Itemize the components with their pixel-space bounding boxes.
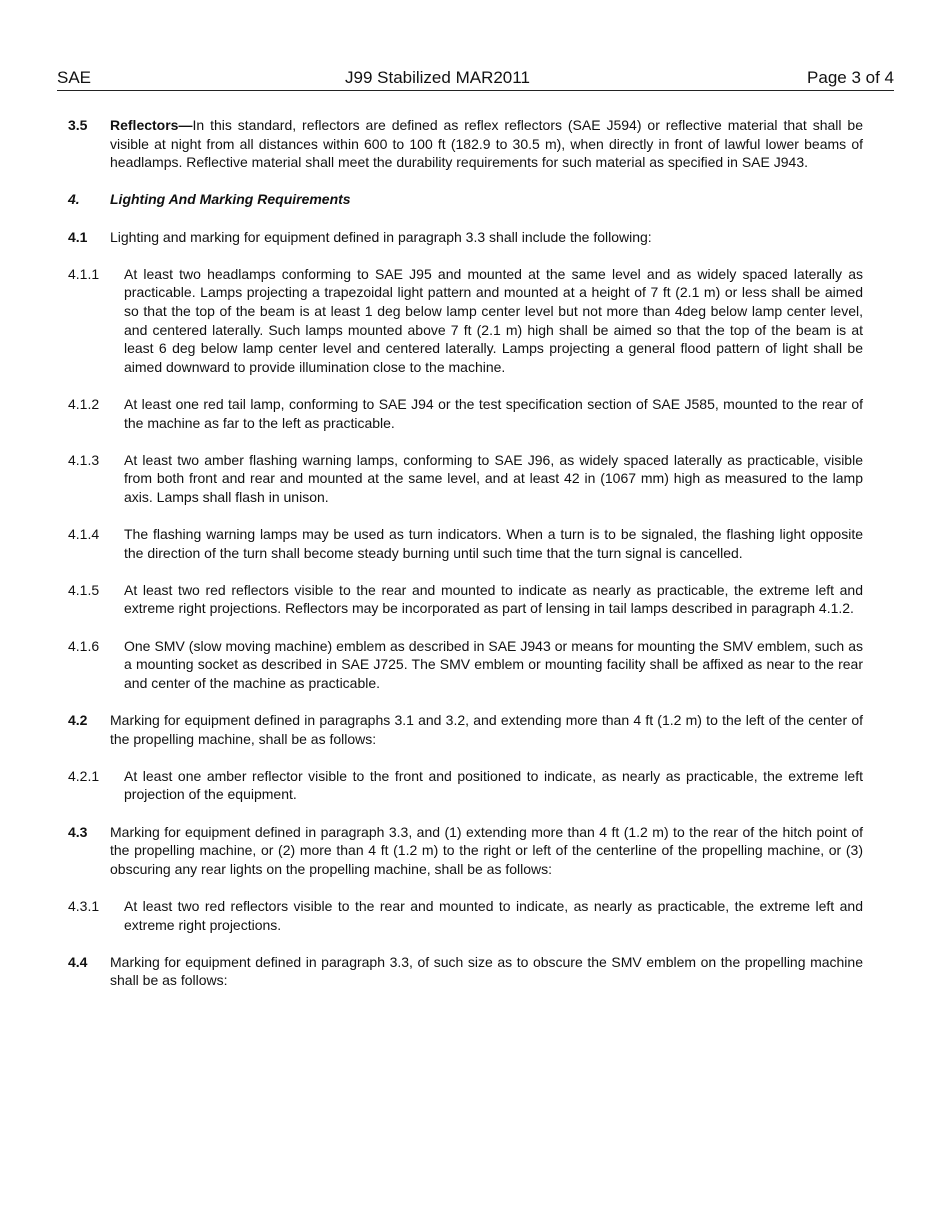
header-page-number: Page 3 of 4: [807, 68, 894, 87]
section-heading-4: [68, 190, 863, 209]
paragraph-4-1-1: [68, 265, 863, 377]
paragraph-body: Marking for equipment defined in paragraph 3.3, and (1) extending more than 4 ft (1.2 m) to the rear of the hitch point of the propelling machine, or (2) more than 4 ft (1.2 m) to the right or left of the centerline of the propelling machine, or (3) obscuring any rear lights on the propelling machine, shall be as follows:: [110, 823, 863, 877]
paragraph-body: In this standard, reflectors are defined as reflex reflectors (SAE J594) or reflective material that shall be visible at night from all distances within 600 to 100 ft (182.9 to 30.5 m), when directly in front of lawful lower beams of headlamps. Reflective material shall meet the durability requirements for such material as specified in SAE J943.: [110, 117, 863, 171]
section-number: 4.: [68, 191, 80, 208]
paragraph-number: 4.2.1: [68, 767, 100, 784]
paragraph-number: 4.1.4: [68, 526, 100, 543]
paragraph-number: 4.1.6: [68, 637, 100, 654]
page-header: [57, 68, 894, 91]
paragraph-4-2: [68, 711, 863, 748]
paragraph-4-1-3: [68, 451, 863, 507]
paragraph-body: Marking for equipment defined in paragraph 3.3, of such size as to obscure the SMV emblem on the propelling machine shall be as follows:: [110, 953, 863, 989]
paragraph-text: [110, 116, 863, 172]
paragraph-number: 4.1.3: [68, 451, 100, 468]
paragraph-body: At least one red tail lamp, conforming to SAE J94 or the test specification section of SAE J585, mounted to the rear of the machine as far to the left as practicable.: [124, 395, 863, 431]
header-document-id: J99 Stabilized MAR2011: [345, 68, 530, 87]
paragraph-body: Marking for equipment defined in paragraphs 3.1 and 3.2, and extending more than 4 ft (1.2 m) to the left of the center of the propelling machine, shall be as follows:: [110, 712, 863, 747]
paragraph-3-5: [68, 116, 863, 172]
paragraph-number: 4.3.1: [68, 897, 100, 914]
paragraph-body: At least two red reflectors visible to the rear and mounted to indicate, as nearly as practicable, the extreme left and extreme right projections.: [124, 897, 863, 933]
document-body: [68, 116, 863, 1009]
paragraph-number: 4.4: [68, 953, 88, 970]
header-organization: SAE: [57, 68, 92, 87]
paragraph-number: 4.1.5: [68, 581, 100, 598]
paragraph-number: 4.1: [68, 228, 88, 245]
paragraph-body: At least two amber flashing warning lamps, conforming to SAE J96, as widely spaced laterally as practicable, visible from both front and rear and mounted at the same level, and at least 42 in (1067 mm) high as measured to the lamp axis. Lamps shall flash in unison.: [124, 451, 863, 505]
paragraph-body: At least two red reflectors visible to the rear and mounted to indicate as nearly as practicable, the extreme left and extreme right projections. Reflectors may be incorporated as part of lensing in tail lamps described in paragraph 4.1.2.: [124, 581, 863, 617]
defined-term: Reflectors—: [110, 117, 193, 133]
paragraph-4-1-6: [68, 637, 863, 693]
paragraph-number: 3.5: [68, 117, 88, 133]
paragraph-4-2-1: [68, 767, 863, 804]
paragraph-number: 4.2: [68, 712, 88, 728]
section-title: Lighting And Marking Requirements: [110, 191, 351, 208]
paragraph-4-1: [68, 228, 863, 247]
paragraph-4-1-4: [68, 525, 863, 562]
paragraph-body: One SMV (slow moving machine) emblem as described in SAE J943 or means for mounting the SMV emblem, such as a mounting socket as described in SAE J725. The SMV emblem or mounting facility shall be affixed as near to the rear and center of the machine as practicable.: [124, 637, 863, 691]
paragraph-4-4: [68, 953, 863, 990]
paragraph-body: The flashing warning lamps may be used as turn indicators. When a turn is to be signaled, the flashing light opposite the direction of the turn shall become steady burning until such time that the turn signal is cancelled.: [124, 526, 863, 561]
paragraph-4-1-5: [68, 581, 863, 618]
paragraph-4-3: [68, 823, 863, 879]
paragraph-number: 4.1.1: [68, 265, 100, 282]
paragraph-body: At least one amber reflector visible to the front and positioned to indicate, as nearly as practicable, the extreme left projection of the equipment.: [124, 767, 863, 803]
paragraph-number: 4.3: [68, 823, 88, 840]
paragraph-number: 4.1.2: [68, 395, 100, 412]
paragraph-body: Lighting and marking for equipment defined in paragraph 3.3 shall include the following:: [110, 228, 652, 245]
paragraph-body: At least two headlamps conforming to SAE J95 and mounted at the same level and as widely spaced laterally as practicable. Lamps projecting a trapezoidal light pattern and mounted at a height of 7 ft (2.1 m) or less shall be aimed so that the top of the beam is at least 1 deg below lamp center level but not more than 4deg below lamp center level, and centered laterally. Such lamps mounted above 7 ft (2.1 m) high shall be aimed so that the top of the beam is at least 6 deg below lamp center level and centered laterally. Lamps projecting a general flood pattern of light shall be aimed downward to provide illumination close to the machine.: [124, 265, 863, 375]
paragraph-4-3-1: [68, 897, 863, 934]
paragraph-4-1-2: [68, 395, 863, 432]
